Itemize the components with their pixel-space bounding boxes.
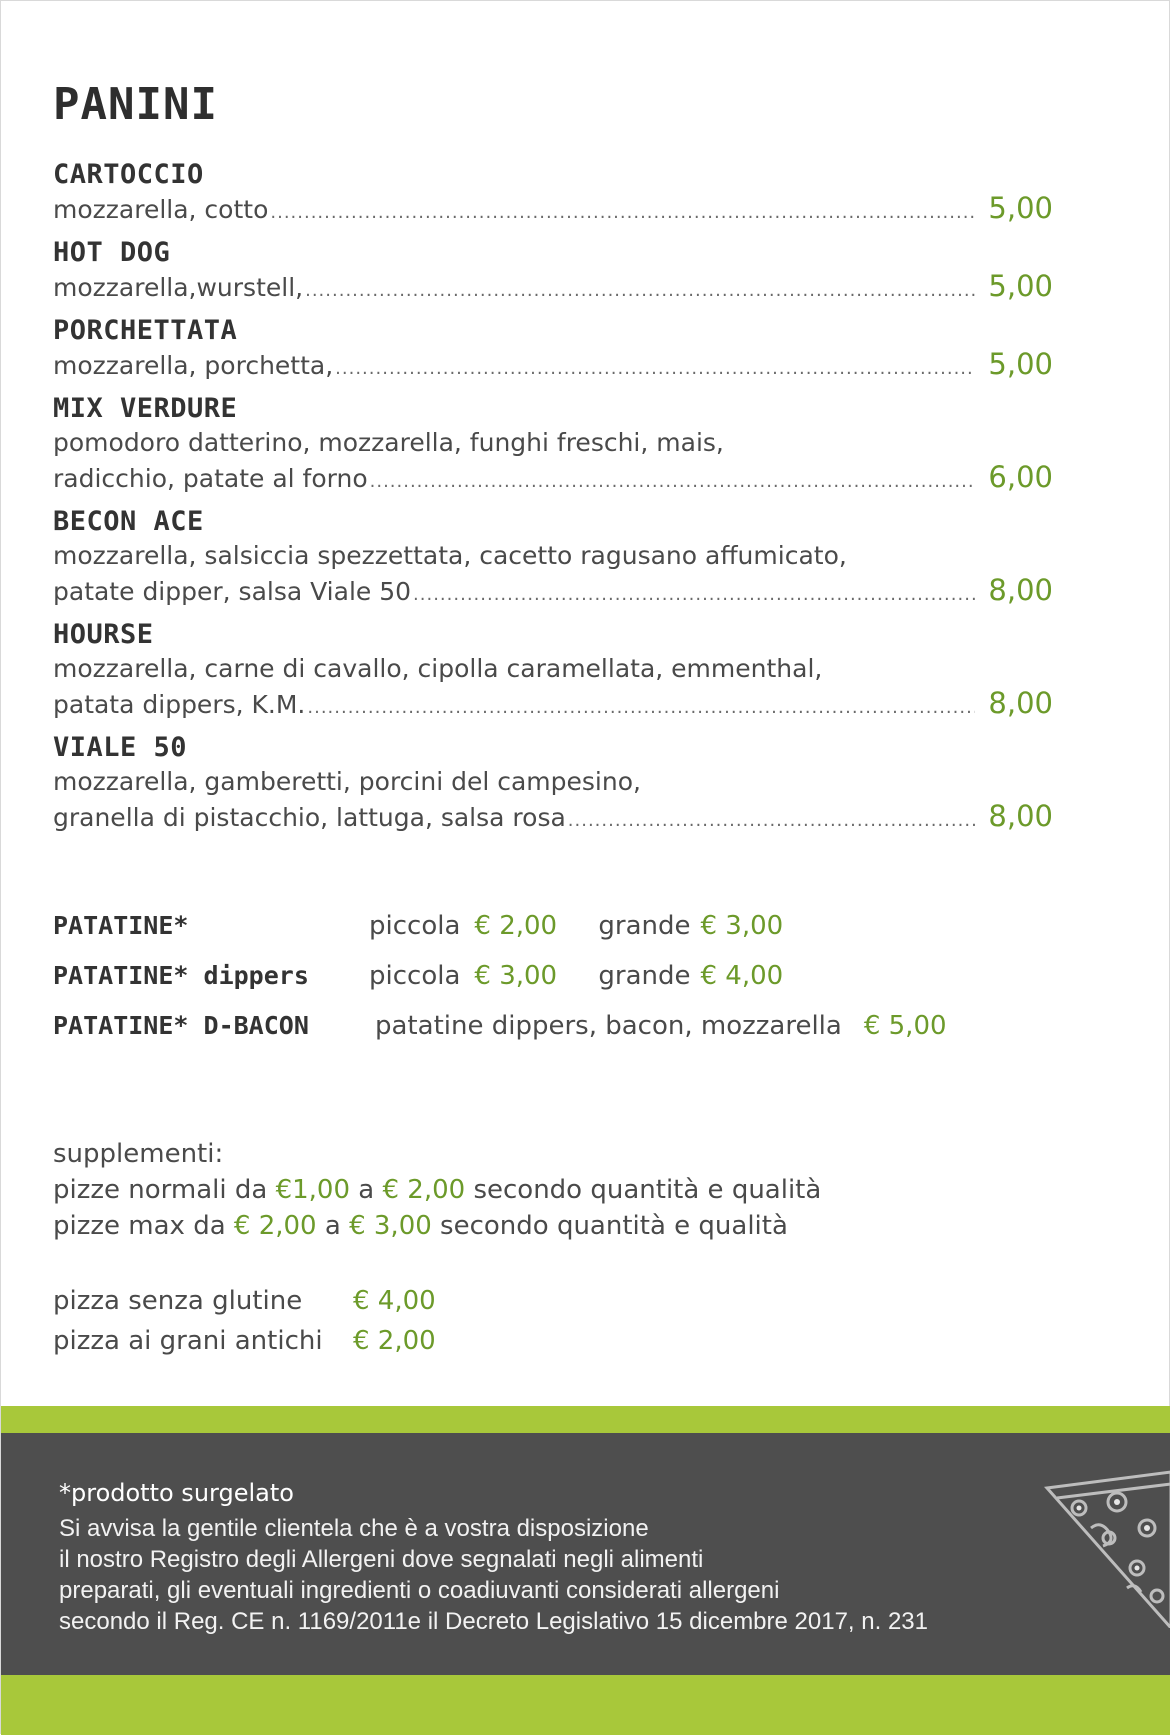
item-desc: mozzarella, porchetta, xyxy=(53,351,334,380)
menu-item xyxy=(53,506,1053,612)
item-price: 6,00 xyxy=(988,460,1053,494)
small-label: piccola xyxy=(369,911,461,941)
extra-label: pizza senza glutine xyxy=(53,1286,303,1316)
dot-leader xyxy=(335,351,975,386)
item-price: 5,00 xyxy=(988,191,1053,225)
supp-text: a xyxy=(316,1211,350,1241)
dot-leader xyxy=(305,273,975,308)
item-name: VIALE 50 xyxy=(53,732,188,763)
item-desc-row xyxy=(53,347,1053,386)
panini-list xyxy=(53,159,1053,845)
dot-leader xyxy=(270,195,975,230)
notice-line: il nostro Registro degli Allergeni dove segnalati negli alimenti xyxy=(59,1546,704,1573)
item-name: MIX VERDURE xyxy=(53,393,238,424)
dot-leader xyxy=(413,577,975,612)
item-price: 8,00 xyxy=(988,799,1053,833)
fries-row xyxy=(53,911,1053,961)
fries-desc: patatine dippers, bacon, mozzarella xyxy=(375,1011,842,1041)
item-desc: patata dippers, K.M. xyxy=(53,690,306,719)
menu-item xyxy=(53,732,1053,838)
item-desc-line: mozzarella, salsiccia spezzettata, cacetto ragusano affumicato, xyxy=(53,541,847,570)
item-desc-row xyxy=(53,573,1053,612)
item-desc-line: mozzarella, carne di cavallo, cipolla caramellata, emmenthal, xyxy=(53,654,823,683)
item-desc-line: pomodoro datterino, mozzarella, funghi freschi, mais, xyxy=(53,428,724,457)
pizza-slice-icon xyxy=(1039,1468,1170,1628)
item-name: HOURSE xyxy=(53,619,154,650)
item-price: 8,00 xyxy=(988,686,1053,720)
menu-item xyxy=(53,315,1053,386)
extra-label: pizza ai grani antichi xyxy=(53,1326,323,1356)
notice-line: Si avvisa la gentile clientela che è a vostra disposizione xyxy=(59,1515,649,1542)
item-desc: mozzarella,wurstell, xyxy=(53,273,304,302)
item-desc-row xyxy=(53,191,1053,230)
allergen-notice xyxy=(59,1513,1059,1637)
fries-name: PATATINE* D-BACON xyxy=(53,1011,309,1040)
fries-name: PATATINE* dippers xyxy=(53,961,309,990)
supp-text: pizze normali da xyxy=(53,1175,276,1205)
supp-price: €1,00 xyxy=(275,1175,351,1205)
supp-price: € 2,00 xyxy=(233,1211,317,1241)
item-desc-row xyxy=(53,460,1053,499)
supp-text: pizze max da xyxy=(53,1211,234,1241)
section-title: PANINI xyxy=(53,79,218,130)
dot-leader xyxy=(370,464,975,499)
item-desc: granella di pistacchio, lattuga, salsa rosa xyxy=(53,803,566,832)
item-desc: mozzarella, cotto xyxy=(53,195,269,224)
item-name: BECON ACE xyxy=(53,506,204,537)
supplement-line xyxy=(53,1208,821,1244)
supp-text: secondo quantità e qualità xyxy=(465,1175,822,1205)
supp-text: a xyxy=(350,1175,383,1205)
item-desc: radicchio, patate al forno xyxy=(53,464,368,493)
dot-leader xyxy=(568,803,975,838)
small-price: € 3,00 xyxy=(474,961,558,991)
menu-item xyxy=(53,619,1053,725)
menu-item xyxy=(53,159,1053,230)
large-price: € 4,00 xyxy=(700,961,784,991)
item-desc-line: mozzarella, gamberetti, porcini del campesino, xyxy=(53,767,641,796)
supp-price: € 2,00 xyxy=(382,1175,466,1205)
large-label: grande xyxy=(598,961,691,991)
supplements-heading: supplementi: xyxy=(53,1139,224,1169)
item-name: HOT DOG xyxy=(53,237,171,268)
extras-section xyxy=(53,1286,436,1366)
supp-text: secondo quantità e qualità xyxy=(431,1211,788,1241)
menu-item xyxy=(53,393,1053,499)
extra-price: € 4,00 xyxy=(353,1286,436,1316)
fries-row xyxy=(53,961,1053,1011)
supplements-section xyxy=(53,1136,821,1244)
notice-line: preparati, gli eventuali ingredienti o coadiuvanti considerati allergeni xyxy=(59,1577,780,1604)
fries-row xyxy=(53,1011,1053,1061)
item-name: PORCHETTATA xyxy=(53,315,238,346)
large-price: € 3,00 xyxy=(700,911,784,941)
fries-name: PATATINE* xyxy=(53,911,189,940)
fries-section xyxy=(53,911,1053,1061)
frozen-note: *prodotto surgelato xyxy=(59,1479,294,1507)
extra-price: € 2,00 xyxy=(353,1326,436,1356)
item-desc-row xyxy=(53,799,1053,838)
item-price: 5,00 xyxy=(988,269,1053,303)
allergen-footer xyxy=(1,1433,1170,1675)
extra-row xyxy=(53,1326,436,1366)
large-label: grande xyxy=(598,911,691,941)
menu-item xyxy=(53,237,1053,308)
supplement-line xyxy=(53,1172,821,1208)
accent-band-bottom xyxy=(1,1675,1170,1735)
item-price: 5,00 xyxy=(988,347,1053,381)
item-price: 8,00 xyxy=(988,573,1053,607)
supp-price: € 3,00 xyxy=(349,1211,432,1241)
small-price: € 2,00 xyxy=(474,911,558,941)
notice-line: secondo il Reg. CE n. 1169/2011e il Decreto Legislativo 15 dicembre 2017, n. 231 xyxy=(59,1608,928,1635)
fries-price: € 5,00 xyxy=(863,1011,947,1041)
small-label: piccola xyxy=(369,961,461,991)
item-desc-row xyxy=(53,269,1053,308)
item-desc: patate dipper, salsa Viale 50 xyxy=(53,577,412,606)
extra-row xyxy=(53,1286,436,1326)
dot-leader xyxy=(307,690,975,725)
item-name: CARTOCCIO xyxy=(53,159,204,190)
item-desc-row xyxy=(53,686,1053,725)
accent-band-top xyxy=(1,1406,1170,1433)
